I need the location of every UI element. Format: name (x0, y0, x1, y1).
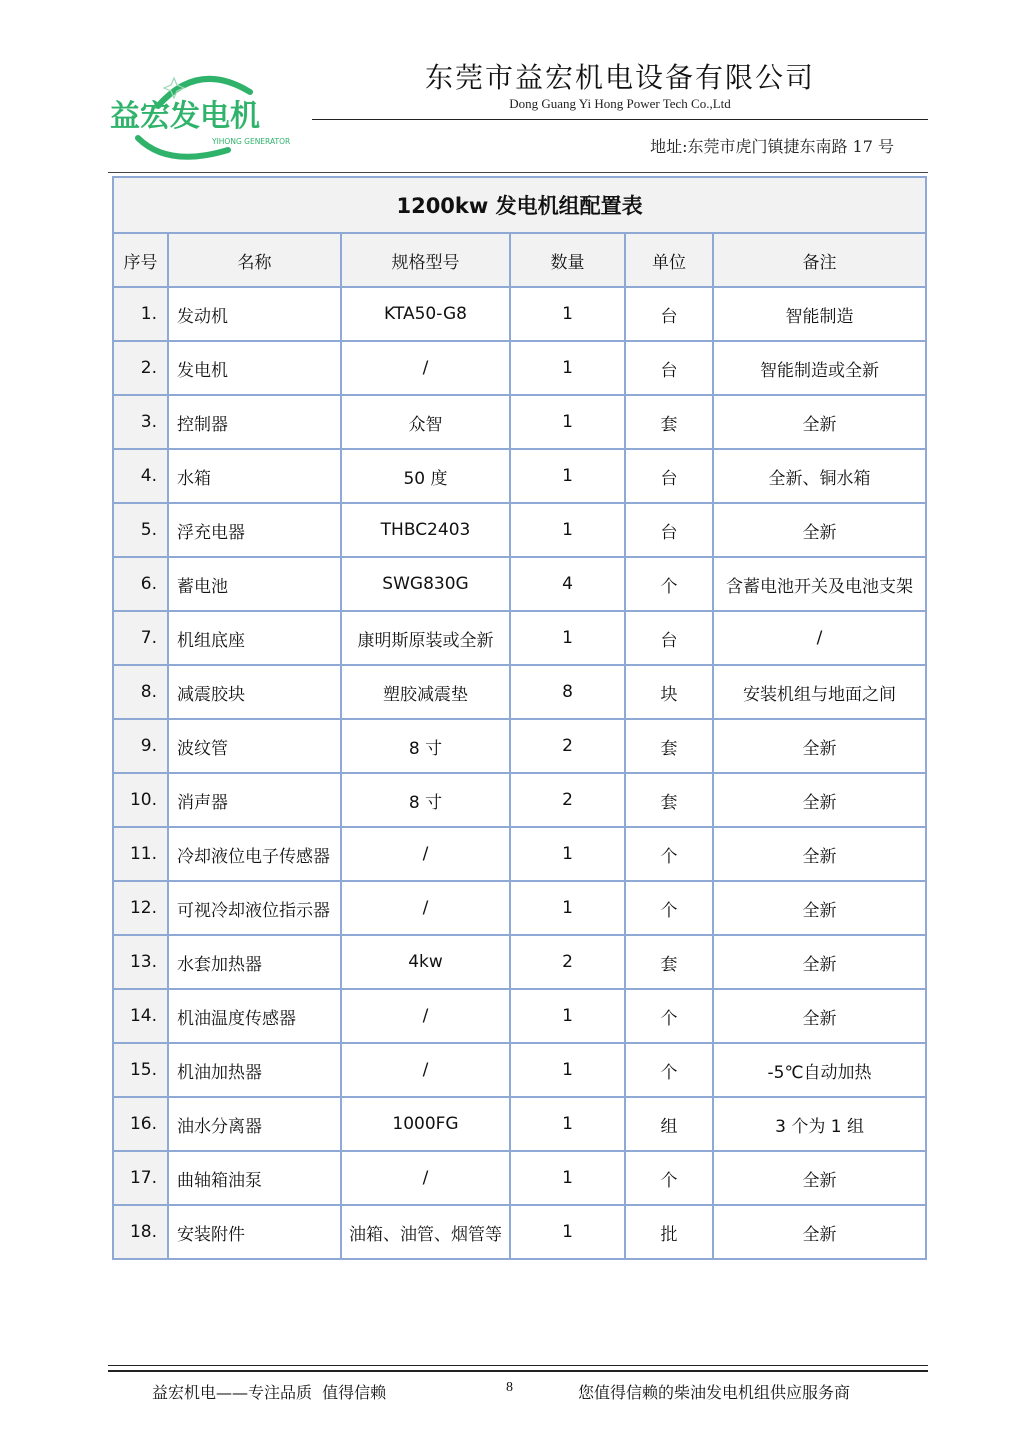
row-name: 发动机 (168, 287, 341, 341)
row-spec: / (341, 1043, 510, 1097)
row-unit: 组 (625, 1097, 713, 1151)
row-name: 浮充电器 (168, 503, 341, 557)
row-spec: THBC2403 (341, 503, 510, 557)
company-logo (108, 68, 298, 164)
row-qty: 1 (510, 611, 625, 665)
row-name: 安装附件 (168, 1205, 341, 1259)
row-note: 全新 (713, 935, 926, 989)
row-qty: 2 (510, 719, 625, 773)
table-row (113, 341, 926, 395)
row-note: 全新 (713, 1151, 926, 1205)
row-spec: / (341, 341, 510, 395)
row-unit: 套 (625, 935, 713, 989)
row-unit: 台 (625, 341, 713, 395)
row-unit: 个 (625, 881, 713, 935)
table-row (113, 989, 926, 1043)
row-note: 全新 (713, 1205, 926, 1259)
row-qty: 1 (510, 1043, 625, 1097)
row-unit: 个 (625, 989, 713, 1043)
row-qty: 2 (510, 935, 625, 989)
footer-tagline: 您值得信赖的柴油发电机组供应服务商 (578, 1383, 851, 1402)
row-index: 9. (113, 719, 168, 773)
row-qty: 1 (510, 449, 625, 503)
row-name: 水套加热器 (168, 935, 341, 989)
row-note: / (713, 611, 926, 665)
table-row (113, 881, 926, 935)
row-qty: 1 (510, 989, 625, 1043)
row-note: 全新 (713, 719, 926, 773)
row-note: 全新 (713, 989, 926, 1043)
row-unit: 批 (625, 1205, 713, 1259)
row-spec: 50 度 (341, 449, 510, 503)
row-qty: 2 (510, 773, 625, 827)
table-title: 1200kw 发电机组配置表 (113, 177, 926, 233)
row-spec: SWG830G (341, 557, 510, 611)
row-spec: 康明斯原装或全新 (341, 611, 510, 665)
row-index: 4. (113, 449, 168, 503)
row-index: 18. (113, 1205, 168, 1259)
row-index: 1. (113, 287, 168, 341)
row-spec: / (341, 881, 510, 935)
row-spec: / (341, 827, 510, 881)
footer-divider-thin (108, 1365, 928, 1366)
row-spec: 8 寸 (341, 719, 510, 773)
row-name: 波纹管 (168, 719, 341, 773)
row-name: 控制器 (168, 395, 341, 449)
table-row (113, 611, 926, 665)
page-number: 8 (506, 1380, 513, 1395)
row-spec: 众智 (341, 395, 510, 449)
row-index: 3. (113, 395, 168, 449)
row-note: 全新 (713, 827, 926, 881)
row-note: 安装机组与地面之间 (713, 665, 926, 719)
header-divider (312, 119, 928, 120)
footer-slogan: 益宏机电——专注品质 值得信赖 (152, 1383, 387, 1402)
row-index: 14. (113, 989, 168, 1043)
row-index: 13. (113, 935, 168, 989)
footer-divider-thick (108, 1370, 928, 1372)
row-qty: 8 (510, 665, 625, 719)
row-note: 3 个为 1 组 (713, 1097, 926, 1151)
row-index: 2. (113, 341, 168, 395)
table-row (113, 719, 926, 773)
row-unit: 套 (625, 773, 713, 827)
table-header-row (113, 233, 926, 287)
logo-text-en: YIHONG GENERATOR (212, 137, 291, 146)
row-index: 12. (113, 881, 168, 935)
row-name: 蓄电池 (168, 557, 341, 611)
row-index: 16. (113, 1097, 168, 1151)
column-header-note: 备注 (713, 233, 926, 287)
row-note: 全新 (713, 503, 926, 557)
column-header-spec: 规格型号 (341, 233, 510, 287)
row-unit: 套 (625, 719, 713, 773)
row-spec: / (341, 989, 510, 1043)
company-name-en: Dong Guang Yi Hong Power Tech Co.,Ltd (509, 96, 731, 111)
logo-text-cn: 益宏发电机 (110, 99, 260, 134)
row-index: 11. (113, 827, 168, 881)
row-index: 6. (113, 557, 168, 611)
row-unit: 个 (625, 557, 713, 611)
table-row (113, 773, 926, 827)
row-name: 水箱 (168, 449, 341, 503)
row-unit: 台 (625, 503, 713, 557)
column-header-index: 序号 (113, 233, 168, 287)
row-spec: KTA50-G8 (341, 287, 510, 341)
row-index: 5. (113, 503, 168, 557)
row-qty: 1 (510, 395, 625, 449)
row-name: 油水分离器 (168, 1097, 341, 1151)
row-note: 智能制造或全新 (713, 341, 926, 395)
table-row (113, 449, 926, 503)
row-spec: 塑胶减震垫 (341, 665, 510, 719)
row-name: 可视冷却液位指示器 (168, 881, 341, 935)
table-row (113, 1043, 926, 1097)
config-table (112, 176, 927, 1260)
logo-graphic (108, 68, 298, 164)
company-address: 地址:东莞市虎门镇捷东南路 17 号 (650, 137, 894, 156)
row-spec: 8 寸 (341, 773, 510, 827)
table-row (113, 395, 926, 449)
row-note: 含蓄电池开关及电池支架 (713, 557, 926, 611)
row-unit: 台 (625, 449, 713, 503)
row-qty: 1 (510, 287, 625, 341)
row-qty: 1 (510, 1205, 625, 1259)
row-unit: 台 (625, 611, 713, 665)
row-unit: 块 (625, 665, 713, 719)
row-note: 全新、铜水箱 (713, 449, 926, 503)
row-qty: 1 (510, 1151, 625, 1205)
row-spec: / (341, 1151, 510, 1205)
row-name: 消声器 (168, 773, 341, 827)
row-name: 冷却液位电子传感器 (168, 827, 341, 881)
column-header-name: 名称 (168, 233, 341, 287)
company-name-cn: 东莞市益宏机电设备有限公司 (424, 61, 815, 94)
row-unit: 个 (625, 1043, 713, 1097)
row-unit: 台 (625, 287, 713, 341)
row-note: 智能制造 (713, 287, 926, 341)
row-note: -5℃自动加热 (713, 1043, 926, 1097)
row-note: 全新 (713, 881, 926, 935)
row-note: 全新 (713, 395, 926, 449)
table-row (113, 503, 926, 557)
row-name: 发电机 (168, 341, 341, 395)
table-row (113, 557, 926, 611)
table-row (113, 935, 926, 989)
table-row (113, 1097, 926, 1151)
row-name: 机油加热器 (168, 1043, 341, 1097)
row-spec: 1000FG (341, 1097, 510, 1151)
row-qty: 1 (510, 503, 625, 557)
column-header-qty: 数量 (510, 233, 625, 287)
row-index: 7. (113, 611, 168, 665)
row-name: 机组底座 (168, 611, 341, 665)
row-qty: 1 (510, 341, 625, 395)
row-index: 15. (113, 1043, 168, 1097)
table-row (113, 287, 926, 341)
table-row (113, 1205, 926, 1259)
table-row (113, 827, 926, 881)
row-unit: 个 (625, 1151, 713, 1205)
config-table-container (112, 176, 925, 1260)
row-name: 机油温度传感器 (168, 989, 341, 1043)
row-name: 曲轴箱油泵 (168, 1151, 341, 1205)
row-name: 减震胶块 (168, 665, 341, 719)
row-spec: 油箱、油管、烟管等 (341, 1205, 510, 1259)
table-title-row (113, 177, 926, 233)
row-qty: 1 (510, 881, 625, 935)
row-index: 10. (113, 773, 168, 827)
row-unit: 个 (625, 827, 713, 881)
row-spec: 4kw (341, 935, 510, 989)
row-qty: 4 (510, 557, 625, 611)
table-row (113, 1151, 926, 1205)
row-index: 8. (113, 665, 168, 719)
row-qty: 1 (510, 1097, 625, 1151)
column-header-unit: 单位 (625, 233, 713, 287)
row-note: 全新 (713, 773, 926, 827)
row-qty: 1 (510, 827, 625, 881)
header-divider-lower (108, 172, 928, 173)
row-unit: 套 (625, 395, 713, 449)
row-index: 17. (113, 1151, 168, 1205)
table-row (113, 665, 926, 719)
